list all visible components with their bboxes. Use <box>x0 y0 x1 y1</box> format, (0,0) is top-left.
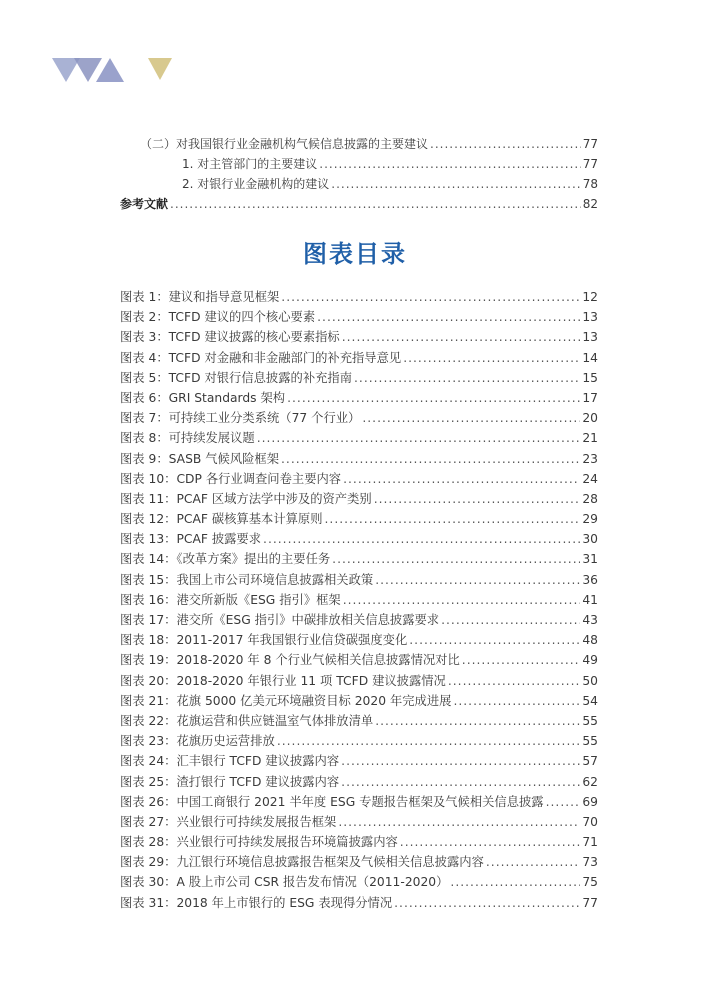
figure-entry-page: 48 <box>582 633 598 648</box>
figure-entry[interactable] <box>120 489 598 509</box>
figure-entry[interactable] <box>120 570 598 590</box>
toc-entry-label: 2. 对银行业金融机构的建议 <box>182 177 330 191</box>
figure-entry[interactable] <box>120 428 598 448</box>
figure-entry[interactable] <box>120 893 598 913</box>
figure-entry-label: 图表 3：TCFD 建议披露的核心要素指标 <box>120 330 340 345</box>
figure-entry[interactable] <box>120 832 598 852</box>
figure-entry-label: 图表 16：港交所新版《ESG 指引》框架 <box>120 592 341 607</box>
dot-leader <box>287 391 580 405</box>
dot-leader <box>486 855 580 869</box>
figure-entry-page: 13 <box>582 330 598 345</box>
figure-entry[interactable] <box>120 327 598 347</box>
figure-entry-label: 图表 18：2011-2017 年我国银行业信贷碳强度变化 <box>120 633 408 648</box>
dot-leader <box>362 411 580 425</box>
toc-entry-page: 77 <box>582 157 598 171</box>
figure-entry-page: 13 <box>582 310 598 325</box>
figure-entry[interactable] <box>120 630 598 650</box>
dot-leader <box>403 351 580 365</box>
figure-entry-label: 图表 10：CDP 各行业调查问卷主要内容 <box>120 471 342 486</box>
figure-entry-page: 43 <box>582 613 598 627</box>
figures-list <box>120 287 598 913</box>
toc-entry-page: 82 <box>582 197 598 211</box>
figure-entry[interactable] <box>120 348 598 368</box>
figure-entry-page: 12 <box>582 290 598 304</box>
figure-entry[interactable] <box>120 812 598 832</box>
figure-entry[interactable] <box>120 287 598 307</box>
figure-entry-page: 71 <box>582 835 598 850</box>
toc-entry[interactable] <box>120 175 598 195</box>
figure-entry-label: 图表 21：花旗 5000 亿美元环境融资目标 2020 年完成进展 <box>120 693 452 708</box>
dot-leader <box>277 734 581 748</box>
dot-leader <box>450 875 580 889</box>
dot-leader <box>343 593 581 607</box>
figure-entry-label: 图表 11：PCAF 区域方法学中涉及的资产类别 <box>120 491 372 506</box>
figure-entry-label: 图表 31：2018 年上市银行的 ESG 表现得分情况 <box>120 895 393 910</box>
figure-entry-label: 图表 13：PCAF 披露要求 <box>120 532 262 547</box>
dot-leader <box>394 896 580 910</box>
toc-entry-label: （二）对我国银行业金融机构气候信息披露的主要建议 <box>140 137 429 151</box>
triangle-shape-1 <box>52 58 80 82</box>
dot-leader <box>281 290 580 304</box>
dot-leader <box>430 137 581 151</box>
figure-entry-page: 17 <box>582 390 598 405</box>
figure-entry[interactable] <box>120 368 598 388</box>
dot-leader <box>374 492 581 506</box>
figure-entry-page: 49 <box>582 653 598 668</box>
figure-entry-label: 图表 17：港交所《ESG 指引》中碳排放相关信息披露要求 <box>120 613 440 627</box>
figure-entry-page: 21 <box>582 431 598 446</box>
figure-entry-page: 73 <box>582 855 598 870</box>
figure-entry-label: 图表 19：2018-2020 年 8 个行业气候相关信息披露情况对比 <box>120 653 460 668</box>
dot-leader <box>331 177 580 191</box>
figure-entry[interactable] <box>120 307 598 327</box>
figure-entry[interactable] <box>120 772 598 792</box>
dot-leader <box>375 714 580 728</box>
figure-entry[interactable] <box>120 691 598 711</box>
figure-entry[interactable] <box>120 650 598 670</box>
triangle-shape-3 <box>96 58 124 82</box>
figure-entry[interactable] <box>120 671 598 691</box>
figure-entry-page: 54 <box>582 693 598 708</box>
toc-entry-references[interactable] <box>120 195 598 215</box>
dot-leader <box>257 431 581 445</box>
figure-entry[interactable] <box>120 590 598 610</box>
figure-entry-label: 图表 23：花旗历史运营排放 <box>120 734 275 749</box>
figure-entry-page: 50 <box>582 673 598 688</box>
dot-leader <box>342 330 581 344</box>
figure-entry[interactable] <box>120 610 598 630</box>
figure-entry-label: 图表 8：可持续发展议题 <box>120 431 255 446</box>
figure-entry[interactable] <box>120 872 598 892</box>
figure-entry-label: 图表 28：兴业银行可持续发展报告环境篇披露内容 <box>120 835 398 850</box>
figure-entry-page: 14 <box>582 350 598 365</box>
figure-entry-label: 图表 1：建议和指导意见框架 <box>120 290 280 304</box>
dot-leader <box>170 197 581 211</box>
figure-entry-page: 36 <box>582 572 598 587</box>
dot-leader <box>448 674 580 688</box>
figure-entry-page: 20 <box>582 411 598 426</box>
dot-leader <box>317 310 580 324</box>
figure-entry[interactable] <box>120 731 598 751</box>
triangle-shape-2 <box>74 58 102 82</box>
dot-leader <box>409 633 580 647</box>
figure-entry[interactable] <box>120 509 598 529</box>
figure-entry-label: 图表 12：PCAF 碳核算基本计算原则 <box>120 512 323 527</box>
dot-leader <box>332 552 580 566</box>
header-triangle-decoration <box>52 58 182 84</box>
figure-entry[interactable] <box>120 751 598 771</box>
dot-leader <box>319 157 580 171</box>
figure-entry-label: 图表 27：兴业银行可持续发展报告框架 <box>120 814 337 829</box>
figure-entry-label: 图表 25：渣打银行 TCFD 建议披露内容 <box>120 774 340 789</box>
figure-entry-label: 图表 7：可持续工业分类系统（77 个行业） <box>120 411 361 426</box>
figure-entry-label: 图表 29：九江银行环境信息披露报告框架及气候相关信息披露内容 <box>120 855 484 870</box>
dot-leader <box>341 775 580 789</box>
toc-continued-list <box>120 135 598 215</box>
figure-entry-label: 图表 26：中国工商银行 2021 半年度 ESG 专题报告框架及气候相关信息披露 <box>120 794 544 809</box>
figure-entry-page: 75 <box>582 875 598 890</box>
dot-leader <box>343 472 580 486</box>
figure-entry-label: 图表 5：TCFD 对银行信息披露的补充指南 <box>120 370 353 385</box>
dot-leader <box>338 815 580 829</box>
figure-entry[interactable] <box>120 549 598 569</box>
triangle-shape-4 <box>148 58 172 80</box>
toc-entry-label: 参考文献 <box>120 197 169 211</box>
figure-entry[interactable] <box>120 449 598 469</box>
figure-entry[interactable] <box>120 792 598 812</box>
dot-leader <box>400 835 581 849</box>
figure-entry-label: 图表 14：《改革方案》提出的主要任务 <box>120 552 331 567</box>
figure-entry-label: 图表 24：汇丰银行 TCFD 建议披露内容 <box>120 754 340 769</box>
figure-entry-page: 15 <box>582 370 598 385</box>
toc-entry[interactable] <box>120 155 598 175</box>
dot-leader <box>354 371 580 385</box>
dot-leader <box>263 532 580 546</box>
toc-entry-page: 78 <box>582 177 598 191</box>
figure-entry-page: 77 <box>582 895 598 910</box>
dot-leader <box>281 452 580 466</box>
figure-entry[interactable] <box>120 852 598 872</box>
figure-entry-page: 29 <box>582 512 598 527</box>
figure-entry-page: 55 <box>582 734 598 749</box>
dot-leader <box>546 795 581 809</box>
figure-entry-page: 62 <box>582 774 598 789</box>
figure-entry-page: 41 <box>582 592 598 607</box>
figure-entry-label: 图表 2：TCFD 建议的四个核心要素 <box>120 310 316 325</box>
figure-entry[interactable] <box>120 388 598 408</box>
figure-entry-page: 57 <box>582 754 598 769</box>
figure-entry-page: 55 <box>582 713 598 728</box>
figure-entry-page: 28 <box>582 491 598 506</box>
figure-entry-label: 图表 15：我国上市公司环境信息披露相关政策 <box>120 572 374 587</box>
figure-entry[interactable] <box>120 529 598 549</box>
figure-entry-label: 图表 4：TCFD 对金融和非金融部门的补充指导意见 <box>120 350 402 365</box>
figure-entry-label: 图表 20：2018-2020 年银行业 11 项 TCFD 建议披露情况 <box>120 673 446 688</box>
figure-entry-page: 30 <box>582 532 598 547</box>
figure-entry-label: 图表 22：花旗运营和供应链温室气体排放清单 <box>120 713 374 728</box>
figures-list-title: 图表目录 <box>303 240 407 268</box>
figure-entry[interactable] <box>120 469 598 489</box>
figure-entry-label: 图表 30：A 股上市公司 CSR 报告发布情况（2011-2020） <box>120 875 449 890</box>
figure-entry-page: 31 <box>582 552 598 567</box>
dot-leader <box>341 754 580 768</box>
figure-entry-label: 图表 6：GRI Standards 架构 <box>120 390 286 405</box>
dot-leader <box>441 613 580 627</box>
toc-entry-page: 77 <box>582 137 598 151</box>
dot-leader <box>375 573 580 587</box>
toc-entry[interactable] <box>120 135 598 155</box>
figure-entry[interactable] <box>120 408 598 428</box>
figure-entry-page: 24 <box>582 471 598 486</box>
dot-leader <box>325 512 581 526</box>
dot-leader <box>462 653 581 667</box>
figure-entry[interactable] <box>120 711 598 731</box>
toc-entry-label: 1. 对主管部门的主要建议 <box>182 157 318 171</box>
figure-entry-page: 23 <box>582 451 598 466</box>
figure-entry-page: 70 <box>582 814 598 829</box>
figure-entry-label: 图表 9：SASB 气候风险框架 <box>120 451 280 466</box>
figure-entry-page: 69 <box>582 794 598 809</box>
dot-leader <box>453 694 580 708</box>
